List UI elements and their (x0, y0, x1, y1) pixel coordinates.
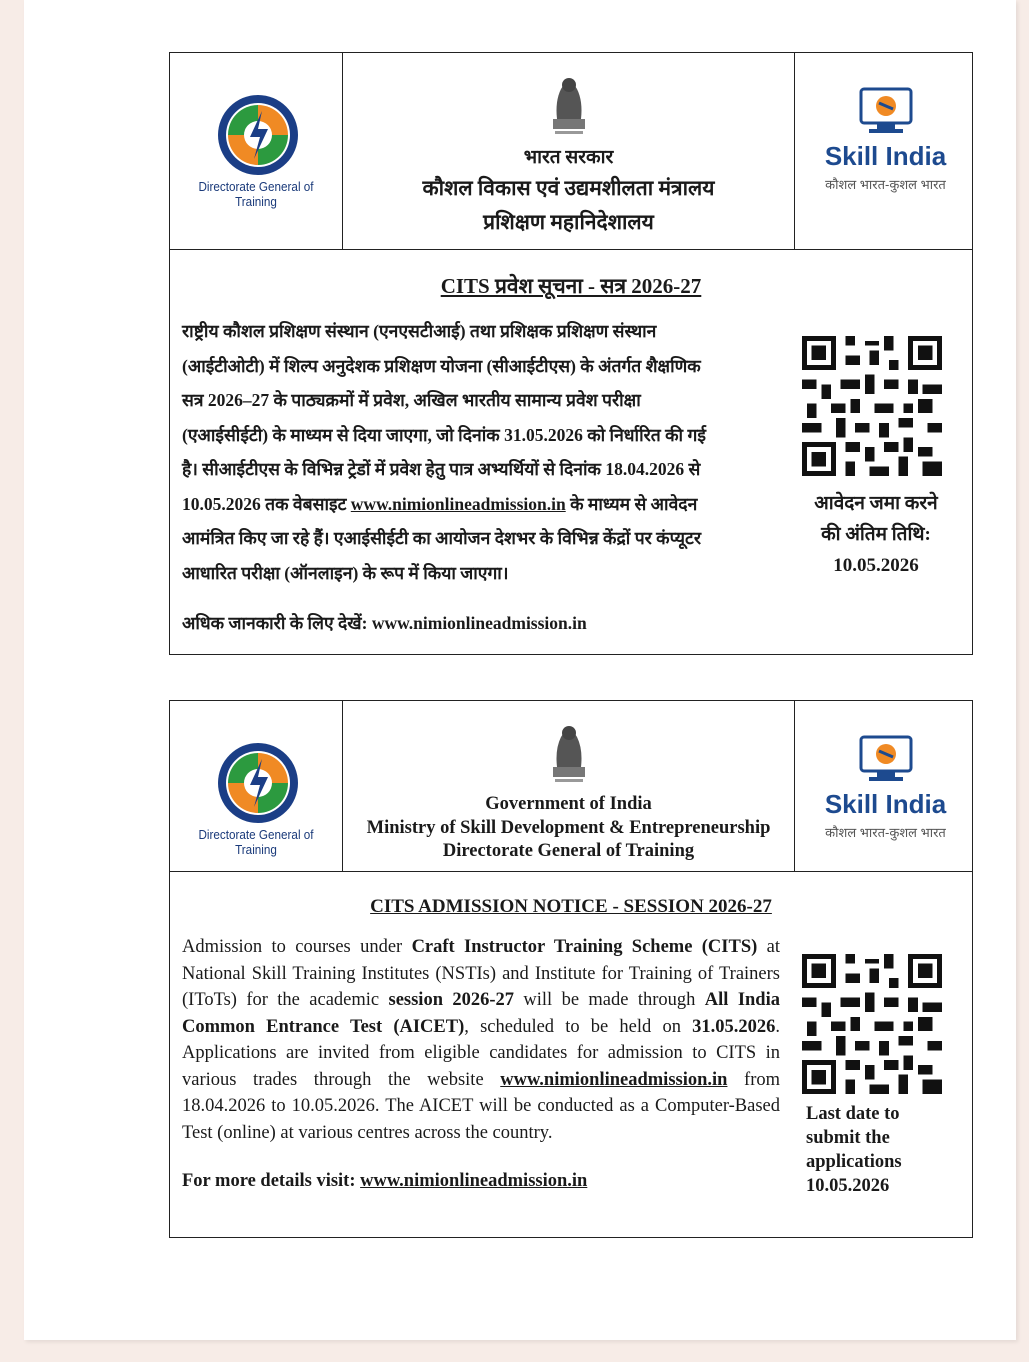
hindi-body-line: राष्ट्रीय कौशल प्रशिक्षण संस्थान (एनएसटीआई) तथा प्रशिक्षक प्रशिक्षण संस्थान (182, 321, 657, 341)
gov-title-cell (343, 53, 795, 249)
hindi-body-line: (एआईसीईटी) के माध्यम से दिया जाएगा, जो दिनांक 31.05.2026 को निर्धारित की गई (182, 424, 706, 445)
skill-india-title: Skill India (824, 141, 947, 171)
website-link[interactable]: www.nimionlineadmission.in (360, 1171, 588, 1191)
hindi-notice (169, 52, 973, 655)
gov-title-cell (343, 701, 795, 871)
skill-india-logo-icon (857, 85, 915, 137)
hindi-body-line: 10.05.2026 तक वेबसाइट www.nimionlineadmission.in के माध्यम से आवेदन (182, 493, 698, 514)
gov-line-3: प्रशिक्षण महानिदेशालय (483, 210, 654, 234)
skill-india-cell (795, 53, 972, 249)
hindi-body-line: सत्र 2026–27 के पाठ्यक्रमों में प्रवेश, अखिल भारतीय सामान्य प्रवेश परीक्षा (182, 390, 641, 410)
website-link[interactable]: www.nimionlineadmission.in (500, 1069, 728, 1090)
national-emblem-icon (547, 719, 591, 789)
hindi-body-line: (आईटीओटी) में शिल्प अनुदेशक प्रशिक्षण योजना (सीआईटीएस) के अंतर्गत शैक्षणिक (182, 355, 701, 376)
hindi-last-date: आवेदन जमा करने की अंतिम तिथि: 10.05.2026 (814, 493, 938, 576)
skill-india-title: Skill India (824, 789, 947, 819)
gov-line-1: भारत सरकार (523, 147, 614, 168)
english-last-date: Last date to submit the applications 10.05.2026 (806, 1104, 902, 1196)
hindi-body-line: है। सीआईटीएस के विभिन्न ट्रेडों में प्रवेश हेतु पात्र अभ्यर्थियों से दिनांक 18.04.2026 से (182, 459, 701, 479)
english-more-info: For more details visit: www.nimionlineadmission.in (182, 1171, 588, 1191)
qr-code-icon (802, 336, 942, 476)
gov-line-2: Ministry of Skill Development & Entrepreneurship (366, 817, 771, 838)
hindi-notice-body (170, 314, 780, 641)
dgt-logo-icon (216, 741, 300, 825)
hindi-body-line: आधारित परीक्षा (ऑनलाइन) के रूप में किया जाएगा। (182, 562, 509, 583)
english-body-paragraph: Admission to courses under Craft Instructor Training Scheme (CITS) at National Skill Training Institutes (NSTIs) and Institute for Training of Trainers (IToTs) for the academic session 2026-27 will be made through All India Common Entrance Test (AICET), scheduled to be held on 31.05.2026. Applications are invited from eligible candidates for admission to CITS in various trades through the website www.nimionlineadmission.in from 18.04.2026 to 10.05.2026. The AICET will be conducted as a Computer-Based Test (online) at various centres across the country. (182, 937, 781, 1143)
gov-line-1: Government of India (485, 794, 652, 814)
english-header (170, 701, 972, 872)
national-emblem-icon (547, 71, 591, 141)
skill-india-tagline: कौशल भारत-कुशल भारत (825, 177, 946, 192)
hindi-body-line: आमंत्रित किए जा रहे हैं। एआईसीईटी का आयोजन देशभर के विभिन्न केंद्रों पर कंप्यूटर (182, 528, 701, 548)
hindi-more-info: अधिक जानकारी के लिए देखें: www.nimionlineadmission.in (182, 613, 587, 633)
dgt-logo-cell (170, 701, 343, 871)
qr-code-icon (802, 954, 942, 1094)
skill-india-logo-icon (857, 733, 915, 785)
website-link[interactable]: www.nimionlineadmission.in (350, 493, 566, 514)
hindi-side-panel (780, 314, 972, 641)
gov-line-3: Directorate General of Training (442, 841, 695, 861)
english-notice (169, 700, 973, 1238)
dgt-logo-icon (216, 93, 300, 177)
english-notice-body (170, 934, 780, 1195)
hindi-header (170, 53, 972, 250)
english-side-panel (780, 934, 972, 1195)
dgt-caption: Directorate General of Training (198, 827, 314, 857)
english-notice-title: CITS ADMISSION NOTICE - SESSION 2026-27 (370, 896, 772, 917)
skill-india-tagline: कौशल भारत-कुशल भारत (825, 825, 946, 840)
dgt-caption: Directorate General of Training (198, 179, 314, 209)
dgt-logo-cell (170, 53, 343, 249)
notice-page (24, 0, 1016, 1340)
hindi-notice-title: CITS प्रवेश सूचना - सत्र 2026-27 (440, 274, 702, 298)
skill-india-cell (795, 701, 972, 871)
gov-line-2: कौशल विकास एवं उद्यमशीलता मंत्रालय (422, 176, 715, 200)
